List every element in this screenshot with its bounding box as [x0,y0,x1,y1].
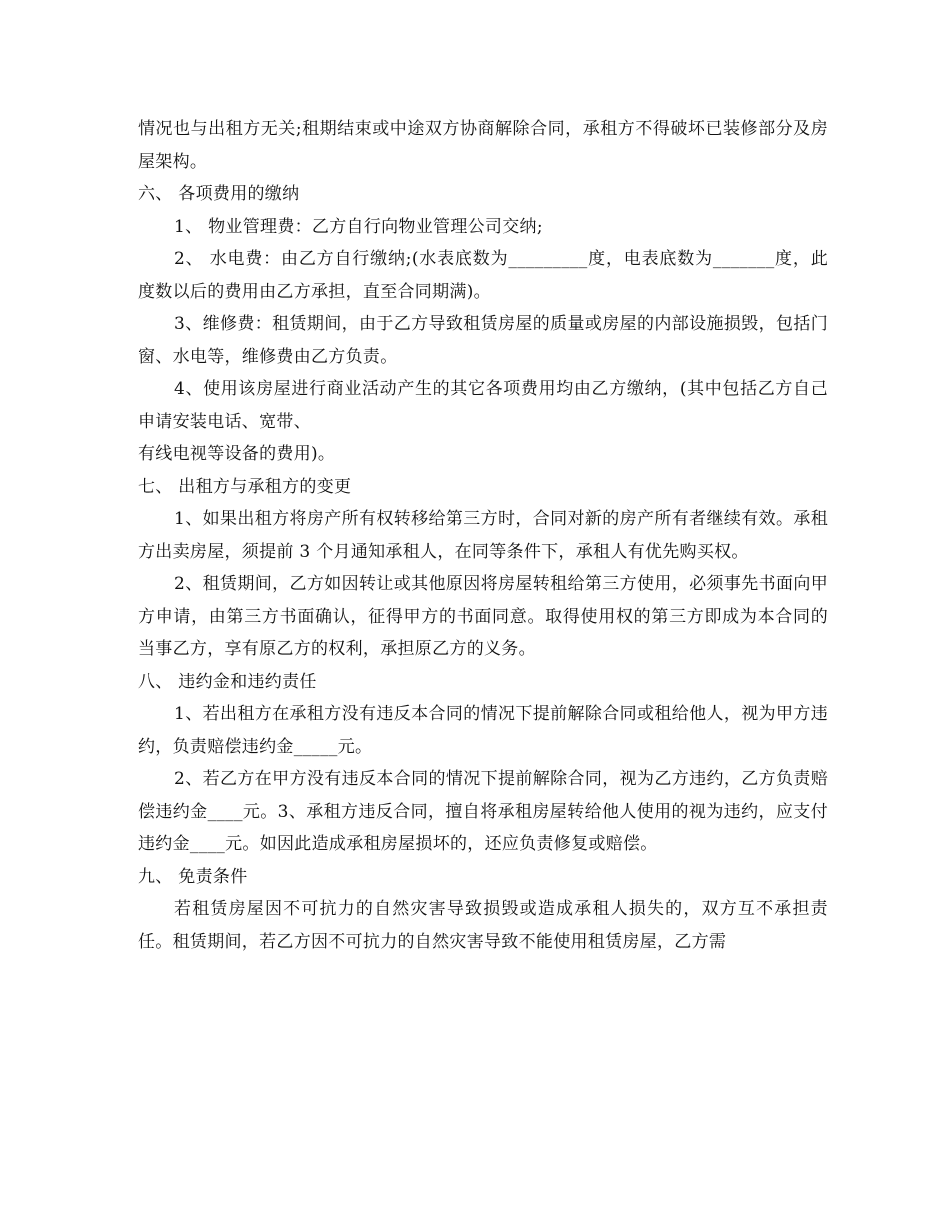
clause-property-fee: 1、 物业管理费：乙方自行向物业管理公司交纳; [174,216,543,237]
clause-lessor-breach: 1、若出租方在承租方没有违反本合同的情况下提前解除合同或租给他人，视为甲方违约，负责赔偿违约金_____元。 [138,704,828,757]
clause-commercial-fees-continued: 有线电视等设备的费用)。 [138,444,336,464]
clause-sublease: 2、租赁期间，乙方如因转让或其他原因将房屋转租给第三方使用，必须事先书面向甲方申请，由第三方书面确认，征得甲方的书面同意。取得使用权的第三方即成为本合同的当事乙方，享有原乙方的权利，承担原乙方的义务。 [138,574,828,659]
section-heading-exemption: 九、 免责条件 [138,866,248,887]
paragraph-continuation: 情况也与出租方无关;租期结束或中途双方协商解除合同，承租方不得破坏已装修部分及房屋架构。 [138,119,828,172]
clause-commercial-fees: 4、使用该房屋进行商业活动产生的其它各项费用均由乙方缴纳，(其中包括乙方自己申请安装电话、宽带、 [138,379,828,432]
clause-maintenance: 3、维修费：租赁期间，由于乙方导致租赁房屋的质量或房屋的内部设施损毁，包括门窗、水电等，维修费由乙方负责。 [138,314,828,367]
section-heading-changes: 七、 出租方与承租方的变更 [138,476,352,497]
section-heading-penalty: 八、 违约金和违约责任 [138,671,317,692]
clause-ownership-transfer: 1、如果出租方将房产所有权转移给第三方时，合同对新的房产所有者继续有效。承租方出卖房屋，须提前 3 个月通知承租人，在同等条件下，承租人有优先购买权。 [138,509,828,562]
clause-force-majeure: 若租赁房屋因不可抗力的自然灾害导致损毁或造成承租人损失的，双方互不承担责任。租赁期间，若乙方因不可抗力的自然灾害导致不能使用租赁房屋，乙方需 [138,899,828,952]
clause-lessee-breach: 2、若乙方在甲方没有违反本合同的情况下提前解除合同，视为乙方违约，乙方负责赔偿违约金____元。3、承租方违反合同，擅自将承租房屋转给他人使用的视为违约，应支付违约金____元。如因此造成承租房屋损坏的，还应负责修复或赔偿。 [138,769,828,854]
document-body [138,113,828,958]
section-heading-fees: 六、 各项费用的缴纳 [138,184,300,204]
clause-utilities: 2、 水电费：由乙方自行缴纳;(水表底数为_________度，电表底数为_______度，此度数以后的费用由乙方承担，直至合同期满)。 [138,249,828,302]
